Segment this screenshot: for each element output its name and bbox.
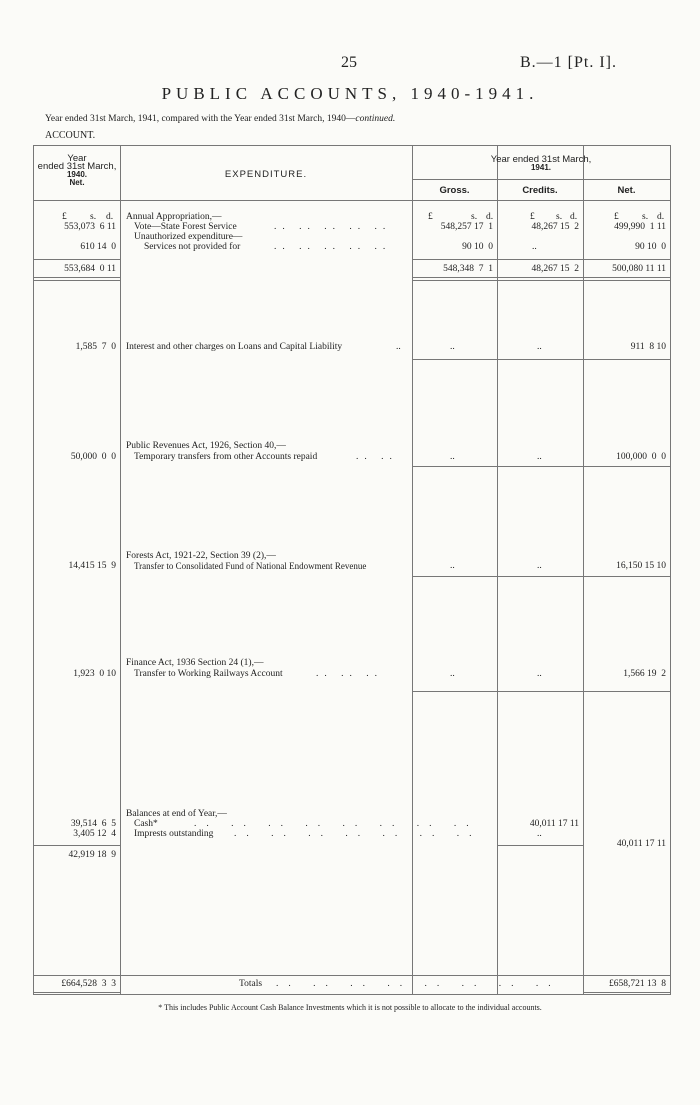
appropriation-heading: Annual Appropriation,— <box>126 212 222 222</box>
leader-dots: .. <box>396 342 401 352</box>
credits-services-value: .. <box>532 242 537 252</box>
gross-forests-act-value: .. <box>450 561 455 571</box>
gross-services-value: 90 10 0 <box>462 242 493 252</box>
pence-unit: d. <box>657 212 665 222</box>
net-forests-act-value: 16,150 15 10 <box>616 561 666 571</box>
subtotal-rule <box>412 259 670 260</box>
leader-dots: .. .. .. .. .. .. .. .. <box>194 819 479 829</box>
expenditure-table <box>33 145 671 995</box>
pound-unit: £ <box>614 212 619 222</box>
row-rule <box>412 359 670 360</box>
sheet-reference: B.—1 [Pt. I]. <box>520 54 617 71</box>
prev-imprests-value: 3,405 12 4 <box>73 829 116 839</box>
finance-act-heading: Finance Act, 1936 Section 24 (1),— <box>126 658 264 668</box>
forests-act-label: Transfer to Consolidated Fund of National Endowment Revenue <box>134 561 367 571</box>
credits-forests-act-value: .. <box>537 561 542 571</box>
leader-dots: .. .. .. .. .. <box>274 222 392 232</box>
public-revenues-heading: Public Revenues Act, 1926, Section 40,— <box>126 441 286 451</box>
unauthorized-label: Unauthorized expenditure— <box>134 232 243 242</box>
net-subtotal-value: 500,080 11 11 <box>612 264 666 274</box>
pence-unit: d. <box>106 212 114 222</box>
header-divider <box>412 179 670 180</box>
credits-subtotal-value: 48,267 15 2 <box>531 264 579 274</box>
gross-interest-value: .. <box>450 342 455 352</box>
row-rule <box>412 691 670 692</box>
public-revenues-label: Temporary transfers from other Accounts repaid <box>134 452 318 462</box>
net-vote-value: 499,990 1 11 <box>614 222 666 232</box>
page-title: PUBLIC ACCOUNTS, 1940-1941. <box>161 84 539 103</box>
account-label: ACCOUNT. <box>45 130 96 141</box>
balance-subtotal-rule <box>34 845 120 846</box>
shilling-unit: s. <box>90 212 97 222</box>
credits-finance-act-value: .. <box>537 669 542 679</box>
current-year-header <box>412 156 670 172</box>
column-divider <box>120 146 121 994</box>
gross-vote-value: 548,257 17 1 <box>440 222 493 232</box>
vote-label: Vote—State Forest Service <box>134 222 237 232</box>
finance-act-label: Transfer to Working Railways Account <box>134 669 283 679</box>
balance-subtotal-rule <box>497 845 583 846</box>
prev-year-header-year: 1940. <box>66 170 88 179</box>
page-number: 25 <box>341 54 357 71</box>
net-finance-act-value: 1,566 19 2 <box>623 669 666 679</box>
leader-dots: .. .. .. .. .. <box>274 242 392 252</box>
prev-subtotal-value: 553,684 0 11 <box>64 264 116 274</box>
net-services-value: 90 10 0 <box>635 242 666 252</box>
row-rule <box>412 576 670 577</box>
pence-unit: d. <box>570 212 578 222</box>
pound-unit: £ <box>530 212 535 222</box>
interest-label: Interest and other charges on Loans and Capital Liability <box>126 342 343 352</box>
prev-services-value: 610 14 0 <box>80 242 116 252</box>
totals-underline <box>583 992 670 993</box>
footnote: * This includes Public Account Cash Balance Investments which it is not possible to allocate to the individual accounts. <box>158 1003 542 1012</box>
totals-underline <box>34 992 120 993</box>
subtitle <box>45 114 395 124</box>
leader-dots: .. .. .. <box>316 669 383 679</box>
credits-cash-value: 40,011 17 11 <box>529 819 579 829</box>
header-bottom-rule <box>34 200 670 201</box>
prev-interest-value: 1,585 7 0 <box>75 342 116 352</box>
pound-unit: £ <box>62 212 67 222</box>
prev-year-net-header: Net. <box>69 178 85 187</box>
net-header: Net. <box>617 185 636 196</box>
imprests-label: Imprests outstanding <box>134 829 214 839</box>
shilling-unit: s. <box>556 212 563 222</box>
shilling-unit: s. <box>471 212 478 222</box>
prev-year-header-line1: Year <box>67 153 87 164</box>
subtotal-double-rule <box>34 277 120 281</box>
totals-label: Totals <box>239 979 263 989</box>
gross-header: Gross. <box>439 185 470 196</box>
pound-unit: £ <box>428 212 433 222</box>
leader-dots: .. .. .. .. .. .. .. .. <box>276 979 561 989</box>
net-totals-value: £658,721 13 8 <box>609 979 666 989</box>
gross-finance-act-value: .. <box>450 669 455 679</box>
prev-year-header <box>34 155 120 187</box>
prev-public-revenues-value: 50,000 0 0 <box>70 452 116 462</box>
expenditure-header: EXPENDITURE. <box>224 169 308 180</box>
subtotal-rule <box>34 259 120 260</box>
prev-totals-value: £664,528 3 3 <box>61 979 116 989</box>
net-interest-value: 911 8 10 <box>630 342 666 352</box>
shilling-unit: s. <box>642 212 649 222</box>
net-balances-total: 40,011 17 11 <box>616 839 666 849</box>
subtotal-double-rule <box>412 277 670 281</box>
balances-heading: Balances at end of Year,— <box>126 809 227 819</box>
forests-act-heading: Forests Act, 1921-22, Section 39 (2),— <box>126 551 276 561</box>
leader-dots: .. .. .. .. .. .. .. <box>234 829 482 839</box>
credits-interest-value: .. <box>537 342 542 352</box>
services-label: Services not provided for <box>144 242 241 252</box>
subtitle-main: Year ended 31st March, 1941, compared with the Year ended 31st March, 1940— <box>45 114 356 124</box>
credits-imprests-value: .. <box>537 829 542 839</box>
totals-top-rule <box>34 975 670 976</box>
prev-finance-act-value: 1,923 0 10 <box>73 669 116 679</box>
net-public-revenues-value: 100,000 0 0 <box>616 452 666 462</box>
credits-header: Credits. <box>522 185 558 196</box>
prev-balances-total: 42,919 18 9 <box>68 850 116 860</box>
prev-forests-act-value: 14,415 15 9 <box>68 561 116 571</box>
gross-public-revenues-value: .. <box>450 452 455 462</box>
credits-vote-value: 48,267 15 2 <box>531 222 579 232</box>
pence-unit: d. <box>486 212 494 222</box>
leader-dots: .. .. <box>356 452 398 462</box>
current-year-header-line1: Year ended 31st March, <box>490 154 592 165</box>
prev-year-header-line2: ended 31st March, <box>37 161 117 172</box>
gross-subtotal-value: 548,348 7 1 <box>443 264 493 274</box>
row-rule <box>412 466 670 467</box>
subtitle-continued: continued. <box>355 114 396 124</box>
prev-vote-value: 553,073 6 11 <box>64 222 116 232</box>
current-year-header-year: 1941. <box>530 163 552 172</box>
cash-label: Cash* <box>134 819 158 829</box>
credits-public-revenues-value: .. <box>537 452 542 462</box>
prev-cash-value: 39,514 6 5 <box>70 819 116 829</box>
